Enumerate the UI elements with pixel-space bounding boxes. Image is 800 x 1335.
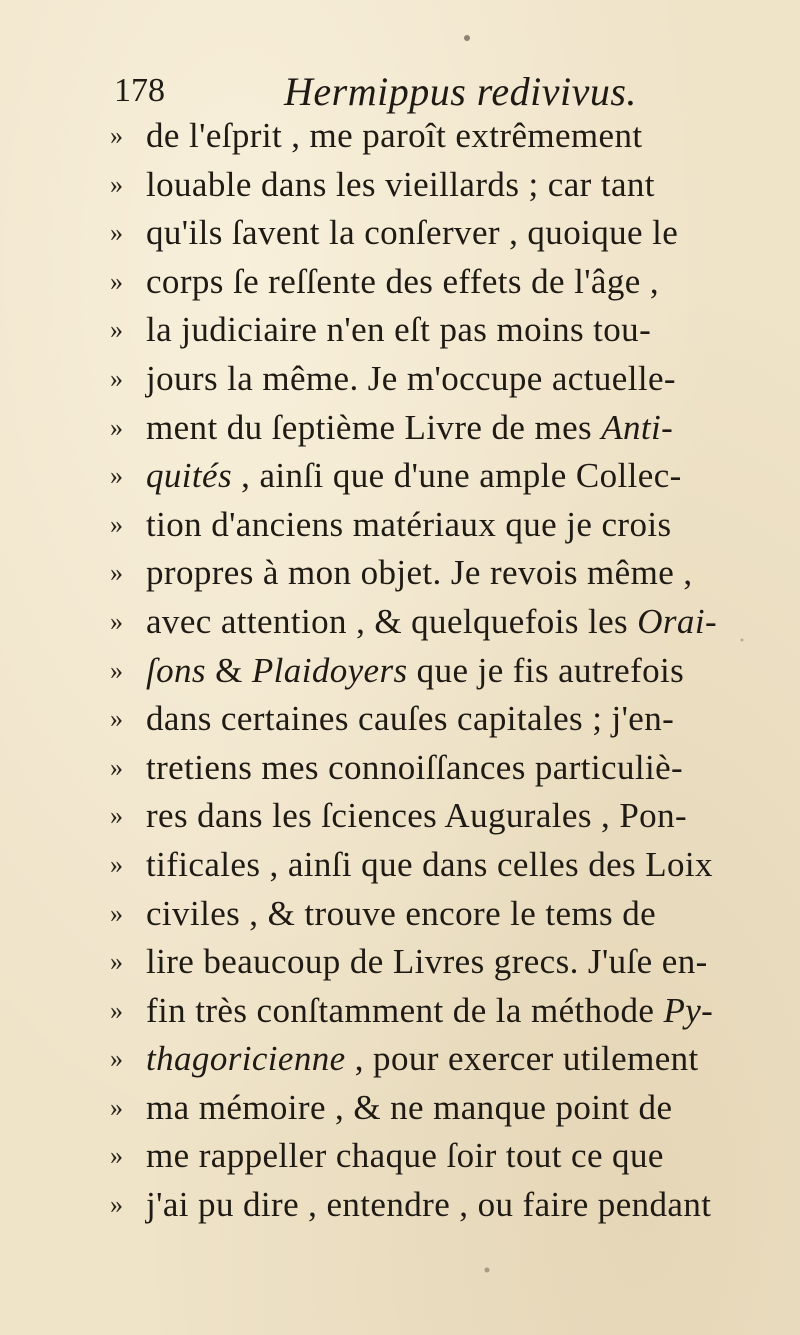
- page-header: [114, 62, 714, 112]
- text-line: [110, 1132, 750, 1181]
- text-line: [110, 306, 750, 355]
- line-text: [146, 598, 717, 647]
- italic-segment: ſons: [146, 650, 206, 690]
- text-segment: louable dans les vieillards ; car tant: [146, 164, 655, 204]
- italic-segment: Anti-: [601, 407, 674, 447]
- text-segment: propres à mon objet. Je revois même ,: [146, 553, 693, 593]
- text-segment: , ainſi que d'une ample Collec-: [232, 456, 682, 496]
- text-segment: fin très conſtamment de la méthode: [146, 990, 664, 1030]
- text-line: [110, 890, 750, 939]
- quotation-mark: »: [110, 606, 123, 636]
- quotation-mark: »: [110, 947, 123, 977]
- line-text: [146, 1035, 699, 1084]
- quotation-mark: »: [110, 558, 123, 588]
- quotation-mark: »: [110, 1044, 123, 1074]
- text-line: [110, 1035, 750, 1084]
- line-text: [146, 306, 651, 355]
- text-line: [110, 549, 750, 598]
- quotation-mark: »: [110, 266, 123, 296]
- text-line: [110, 501, 750, 550]
- line-text: [146, 355, 676, 404]
- quotation-mark: »: [110, 315, 123, 345]
- quotation-mark: »: [110, 218, 123, 248]
- italic-segment: thagoricienne: [146, 1039, 346, 1079]
- text-line: [110, 987, 750, 1036]
- text-line: [110, 938, 750, 987]
- text-line: [110, 355, 750, 404]
- paper-speck: [485, 1268, 490, 1273]
- text-segment: tretiens mes connoiſſances particuliè-: [146, 747, 684, 787]
- text-line: [110, 841, 750, 890]
- text-segment: &: [205, 650, 252, 690]
- text-segment: jours la même. Je m'occupe actuelle-: [146, 358, 676, 398]
- text-line: [110, 1084, 750, 1133]
- text-segment: avec attention , & quelquefois les: [146, 601, 638, 641]
- text-segment: tificales , ainſi que dans celles des Loix: [146, 844, 713, 884]
- quotation-mark: »: [110, 169, 123, 199]
- line-text: [146, 1181, 711, 1230]
- text-line: [110, 209, 750, 258]
- quotation-mark: »: [110, 363, 123, 393]
- text-line: [110, 647, 750, 696]
- italic-segment: Plaidoyers: [251, 650, 408, 690]
- quotation-mark: »: [110, 461, 123, 491]
- quotation-mark: »: [110, 655, 123, 685]
- text-line: [110, 258, 750, 307]
- body-text: [110, 112, 750, 1230]
- italic-segment: Py-: [663, 990, 714, 1030]
- text-line: [110, 161, 750, 210]
- line-text: [146, 647, 684, 696]
- text-segment: dans certaines cauſes capitales ; j'en-: [146, 699, 675, 739]
- text-segment: j'ai pu dire , entendre , ou faire pendant: [146, 1185, 712, 1225]
- line-text: [146, 549, 692, 598]
- line-text: [146, 890, 656, 939]
- text-line: [110, 792, 750, 841]
- line-text: [146, 1084, 672, 1133]
- line-text: [146, 209, 678, 258]
- text-segment: que je fis autrefois: [407, 650, 685, 690]
- running-title: Hermippus redivivus.: [284, 69, 637, 114]
- quotation-mark: »: [110, 995, 123, 1025]
- text-line: [110, 452, 750, 501]
- line-text: [146, 744, 683, 793]
- line-text: [146, 792, 687, 841]
- line-text: [146, 258, 659, 307]
- text-line: [110, 744, 750, 793]
- text-line: [110, 695, 750, 744]
- text-line: [110, 404, 750, 453]
- text-segment: tion d'anciens matériaux que je crois: [146, 504, 672, 544]
- text-segment: corps ſe reſſente des effets de l'âge ,: [146, 261, 659, 301]
- quotation-mark: »: [110, 752, 123, 782]
- text-segment: de l'eſprit , me paroît extrêmement: [146, 116, 643, 155]
- line-text: [146, 1132, 664, 1181]
- text-line: [110, 112, 750, 161]
- line-text: [146, 987, 713, 1036]
- quotation-mark: »: [110, 898, 123, 928]
- italic-segment: Orai-: [637, 601, 717, 641]
- line-text: [146, 501, 672, 550]
- line-text: [146, 695, 674, 744]
- line-text: [146, 938, 708, 987]
- quotation-mark: »: [110, 801, 123, 831]
- text-segment: civiles , & trouve encore le tems de: [146, 893, 657, 933]
- line-text: [146, 161, 655, 210]
- text-segment: qu'ils ſavent la conſerver , quoique le: [146, 213, 679, 253]
- quotation-mark: »: [110, 121, 123, 150]
- text-line: [110, 598, 750, 647]
- quotation-mark: »: [110, 1141, 123, 1171]
- paper-speck: [464, 35, 470, 41]
- line-text: [146, 452, 682, 501]
- text-segment: res dans les ſciences Augurales , Pon-: [146, 796, 688, 836]
- quotation-mark: »: [110, 412, 123, 442]
- text-segment: lire beaucoup de Livres grecs. J'uſe en-: [146, 942, 708, 982]
- quotation-mark: »: [110, 1092, 123, 1122]
- line-text: [146, 112, 643, 161]
- text-segment: la judiciaire n'en eſt pas moins tou-: [146, 310, 652, 350]
- line-text: [146, 841, 713, 890]
- text-segment: me rappeller chaque ſoir tout ce que: [146, 1136, 664, 1176]
- text-line: [110, 1181, 750, 1230]
- italic-segment: quités: [146, 456, 233, 496]
- quotation-mark: »: [110, 509, 123, 539]
- text-segment: , pour exercer utilement: [345, 1039, 699, 1079]
- quotation-mark: »: [110, 849, 123, 879]
- page-number: 178: [114, 72, 165, 109]
- text-segment: ment du ſeptième Livre de mes: [146, 407, 602, 447]
- text-segment: ma mémoire , & ne manque point de: [146, 1087, 673, 1127]
- line-text: [146, 404, 673, 453]
- quotation-mark: »: [110, 1190, 123, 1220]
- quotation-mark: »: [110, 704, 123, 734]
